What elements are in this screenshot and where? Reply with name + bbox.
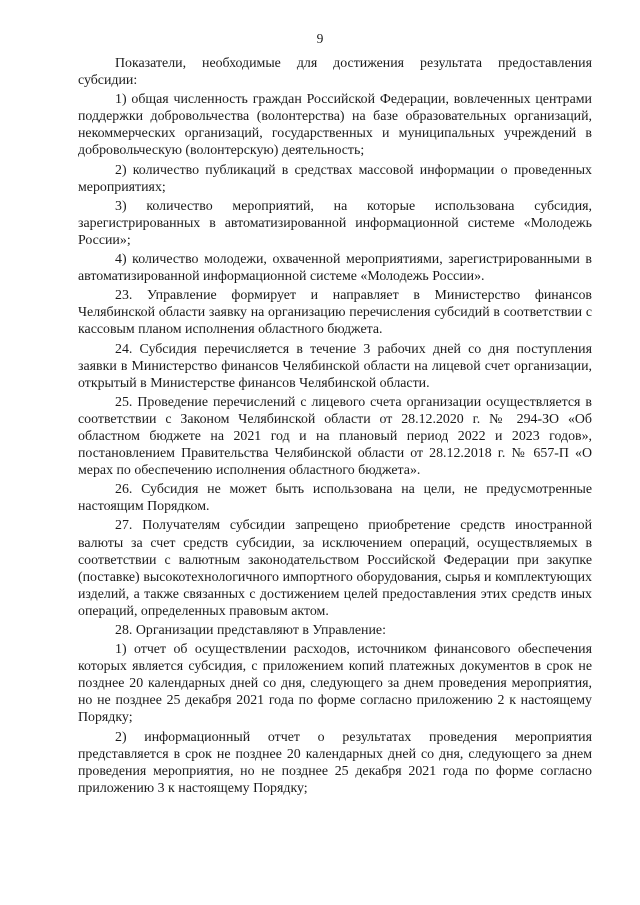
paragraph-25: 25. Проведение перечислений с лицевого счета организации осуществляется в соответствии с Законом Челябинской области от 28.12.2020 г. № 294-ЗО «Об областном бюджете на 2021 год и на плановый период 2022 и 2023 годов», постановлением Правительства Челябинской области от 28.12.2018 г. № 657-П «О мерах по обеспечению исполнения областного бюджета». [78,394,592,479]
paragraph-24: 24. Субсидия перечисляется в течение 3 рабочих дней со дня поступления заявки в Министерство финансов Челябинской области на лицевой счет организации, открытый в Министерстве финансов Челябинской области. [78,341,592,391]
paragraph-indicator-3: 3) количество мероприятий, на которые использована субсидия, зарегистрированных в автоматизированной информационной системе «Молодежь России»; [78,198,592,248]
paragraph-indicator-2: 2) количество публикаций в средствах массовой информации о проведенных мероприятиях; [78,162,592,195]
paragraph-28: 28. Организации представляют в Управление: [115,623,386,638]
paragraph-indicator-4: 4) количество молодежи, охваченной мероприятиями, зарегистрированными в автоматизированной информационной системе «Молодежь России». [78,252,592,285]
paragraph-27: 27. Получателям субсидии запрещено приобретение средств иностранной валюты за счет средств субсидии, за исключением операций, осуществляемых в соответствии с валютным законодательством Российской Федерации при закупке (поставке) высокотехнологичного импортного оборудования, сырья и комплектующих изделий, а также связанных с достижением целей предоставления этих средств иных операций, определенных правовым актом. [78,518,592,619]
paragraph-indicator-1: 1) общая численность граждан Российской Федерации, вовлеченных центрами поддержки добровольчества (волонтерства) на базе образовательных организаций, некоммерческих организаций, государственных и муниципальных учреждений в добровольческую (волонтерскую) деятельность; [78,92,592,159]
paragraph-28-item-1: 1) отчет об осуществлении расходов, источником финансового обеспечения которых является субсидия, с приложением копий платежных документов в срок не позднее 20 календарных дней со дня, следующего за днем проведения мероприятия, но не позднее 25 декабря 2021 года по форме согласно приложению 2 к настоящему Порядку; [78,642,592,726]
paragraph-23: 23. Управление формирует и направляет в Министерство финансов Челябинской области заявку на организацию перечисления субсидий в соответствии с кассовым планом исполнения областного бюджета. [78,288,592,338]
document-body [78,55,592,797]
page-number: 9 [316,31,324,46]
paragraph-indicators-intro: Показатели, необходимые для достижения результата предоставления субсидии: [78,56,592,89]
paragraph-26: 26. Субсидия не может быть использована на цели, не предусмотренные настоящим Порядком. [78,482,592,515]
paragraph-28-item-2: 2) информационный отчет о результатах проведения мероприятия представляется в срок не позднее 20 календарных дней со дня, следующего за днем проведения мероприятия, но не позднее 25 декабря 2021 года по форме согласно приложению 3 к настоящему Порядку; [78,729,592,796]
